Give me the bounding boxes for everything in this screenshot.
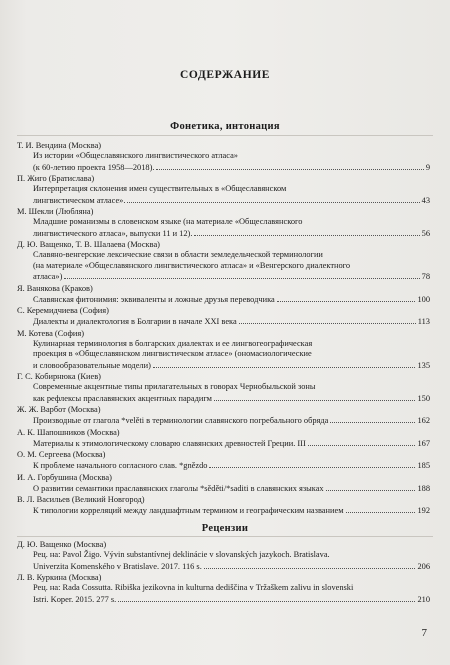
dot-leader <box>156 162 423 170</box>
toc-author: Ж. Ж. Варбот (Москва) <box>17 405 101 414</box>
toc-entry-title-line: лингвистическом атласе». <box>33 195 126 205</box>
toc-entry[interactable] <box>33 250 430 283</box>
dot-leader <box>277 294 416 302</box>
toc-page-number: 78 <box>421 272 430 281</box>
toc-author: П. Жиго (Братислава) <box>17 174 95 183</box>
toc-author: А. К. Шапошников (Москва) <box>17 427 120 437</box>
dot-leader <box>326 483 416 491</box>
toc-author: В. Л. Васильев (Великий Новгород) <box>17 495 145 504</box>
toc-author: М. Котева (София) <box>17 328 85 338</box>
toc-page-number: 150 <box>417 393 430 403</box>
toc-author: Д. Ю. Ващенко (Москва) <box>17 540 107 549</box>
toc-entry-title-line: и словообразовательные модели) <box>33 360 151 370</box>
toc-entry-title-line: Из истории «Общеславянского лингвистического атласа» <box>33 151 238 160</box>
toc-page-number: 162 <box>417 416 430 425</box>
toc-page-number: 185 <box>417 461 430 470</box>
dot-leader <box>330 415 415 423</box>
page-number: 7 <box>421 627 427 639</box>
toc-entry[interactable] <box>33 415 430 427</box>
dot-leader <box>194 228 419 236</box>
page-title: СОДЕРЖАНИЕ <box>179 69 271 81</box>
toc-page-number: 100 <box>417 294 430 304</box>
toc-entry-title-line: Istri. Koper. 2015. 277 s. <box>33 594 117 604</box>
section-heading-phonetics: Фонетика, интонация <box>170 121 280 132</box>
toc-entry-title-line: Материалы к этимологическому словарю славянских древностей Греции. III <box>33 438 306 448</box>
toc-page-number: 56 <box>421 228 430 238</box>
toc-page-number: 188 <box>417 483 430 493</box>
toc-entry[interactable] <box>33 294 430 306</box>
dot-leader <box>346 505 416 513</box>
toc-author: О. М. Сергеева (Москва) <box>17 450 106 459</box>
dot-leader <box>239 316 416 324</box>
toc-entry[interactable] <box>33 316 430 328</box>
toc-entry[interactable] <box>33 382 430 404</box>
toc-entry-title-line: Современные акцентные типы прилагательных в говорах Чернобыльской зоны <box>33 382 316 391</box>
toc-entry-title-line: Интерпретация склонения имен существительных в «Общеславянском <box>33 184 287 193</box>
toc-entry[interactable] <box>33 438 430 450</box>
toc-page-number: 206 <box>417 561 430 571</box>
toc-author: Д. Ю. Ващенко, Т. В. Шалаева (Москва) <box>17 240 160 249</box>
toc-page-number: 135 <box>417 360 430 370</box>
toc-entry-title-line: О развитии семантики праславянских глаголы *sěděti/*saditi в славянских языках <box>33 483 324 493</box>
toc-entry[interactable] <box>33 583 430 605</box>
toc-entry-title-line: (на материале «Общеславянского лингвистического атласа» и «Венгерского диалектного <box>33 260 351 270</box>
toc-entry-title-line: Производные от глагола *velěti в терминологии славянского погребального обряда <box>33 416 329 425</box>
toc-entry-title-line: Рец. на: Rada Cossutta. Ribiška jezikovna in kulturna dediščina v Tržaškem zalivu in slovenski <box>33 583 354 592</box>
toc-entry[interactable] <box>33 505 430 517</box>
toc-entry[interactable] <box>33 339 430 372</box>
toc-entry-title-line: Славяно-венгерские лексические связи в области земледельческой терминологии <box>33 250 323 259</box>
toc-page-number: 113 <box>417 317 430 326</box>
toc-page-number: 210 <box>417 594 430 604</box>
toc-author: Г. С. Кобирнюка (Киев) <box>17 372 101 381</box>
toc-author: М. Шекли (Любляна) <box>17 207 94 216</box>
toc-entry-title-line: Младшие романизмы в словенском языке (на материале «Общеславянского <box>33 217 303 226</box>
toc-entry-title-line: лингвистического атласа», выпуски 11 и 12). <box>33 228 193 238</box>
dot-leader <box>153 360 416 368</box>
toc-entry-title-line: Univerzita Komenského v Bratislave. 2017. 116 s. <box>33 561 202 571</box>
dot-leader <box>214 393 415 401</box>
toc-author: Я. Ванякова (Краков) <box>17 283 93 293</box>
toc-author: Л. В. Куркина (Москва) <box>17 573 102 582</box>
dot-leader <box>118 594 415 602</box>
toc-page-number: 192 <box>417 506 430 515</box>
toc-entry[interactable] <box>33 151 430 173</box>
toc-entry-title-line: К проблеме начального согласного слав. *gnězdo <box>33 461 208 470</box>
toc-entry[interactable] <box>33 184 430 206</box>
toc-entry-title-line: проекция в «Общеславянском лингвистическом атласе» (ономасиологические <box>33 349 312 358</box>
toc-author: Т. И. Вендина (Москва) <box>17 141 102 150</box>
toc-entry[interactable] <box>33 483 430 495</box>
toc-entry-title-line: как рефлексы праславянских акцентных парадигм <box>33 393 212 403</box>
divider <box>17 536 433 537</box>
toc-entry-title-line: Кулинарная терминология в болгарских диалектах и ее лингвогеографическая <box>33 338 313 348</box>
dot-leader <box>127 195 419 203</box>
dot-leader <box>64 271 419 279</box>
toc-entry-title-line: К типологии корреляций между ландшафтным термином и географическим названием <box>33 506 344 515</box>
toc-entry[interactable] <box>33 217 430 239</box>
toc-author: С. Керемидчиева (София) <box>17 306 109 315</box>
section-heading-reviews: Рецензии <box>201 523 249 534</box>
dot-leader <box>204 561 416 569</box>
toc-entry-title-line: Рец. на: Pavol Žigo. Vývin substantívnej deklinácie v slovanských jazykoch. Bratislava. <box>33 550 330 559</box>
toc-page-number: 167 <box>417 438 430 448</box>
divider <box>17 135 433 136</box>
toc-entry-title-line: Славянская фитонимия: эквиваленты и ложные друзья переводчика <box>33 294 275 304</box>
toc-entry-title-line: Диалекты и диалектология в Болгарии в начале XXI века <box>33 317 237 326</box>
toc-page-number: 43 <box>421 195 430 205</box>
toc-page-number: 9 <box>425 162 430 172</box>
toc-entry[interactable] <box>33 460 430 472</box>
toc-author: И. А. Горбушина (Москва) <box>17 472 112 482</box>
toc-entry-title-line: атласа») <box>33 272 63 281</box>
dot-leader <box>308 438 416 446</box>
toc-entry[interactable] <box>33 550 430 572</box>
toc-entry-title-line: (к 60-летию проекта 1958—2018). <box>33 162 155 172</box>
dot-leader <box>209 460 415 468</box>
